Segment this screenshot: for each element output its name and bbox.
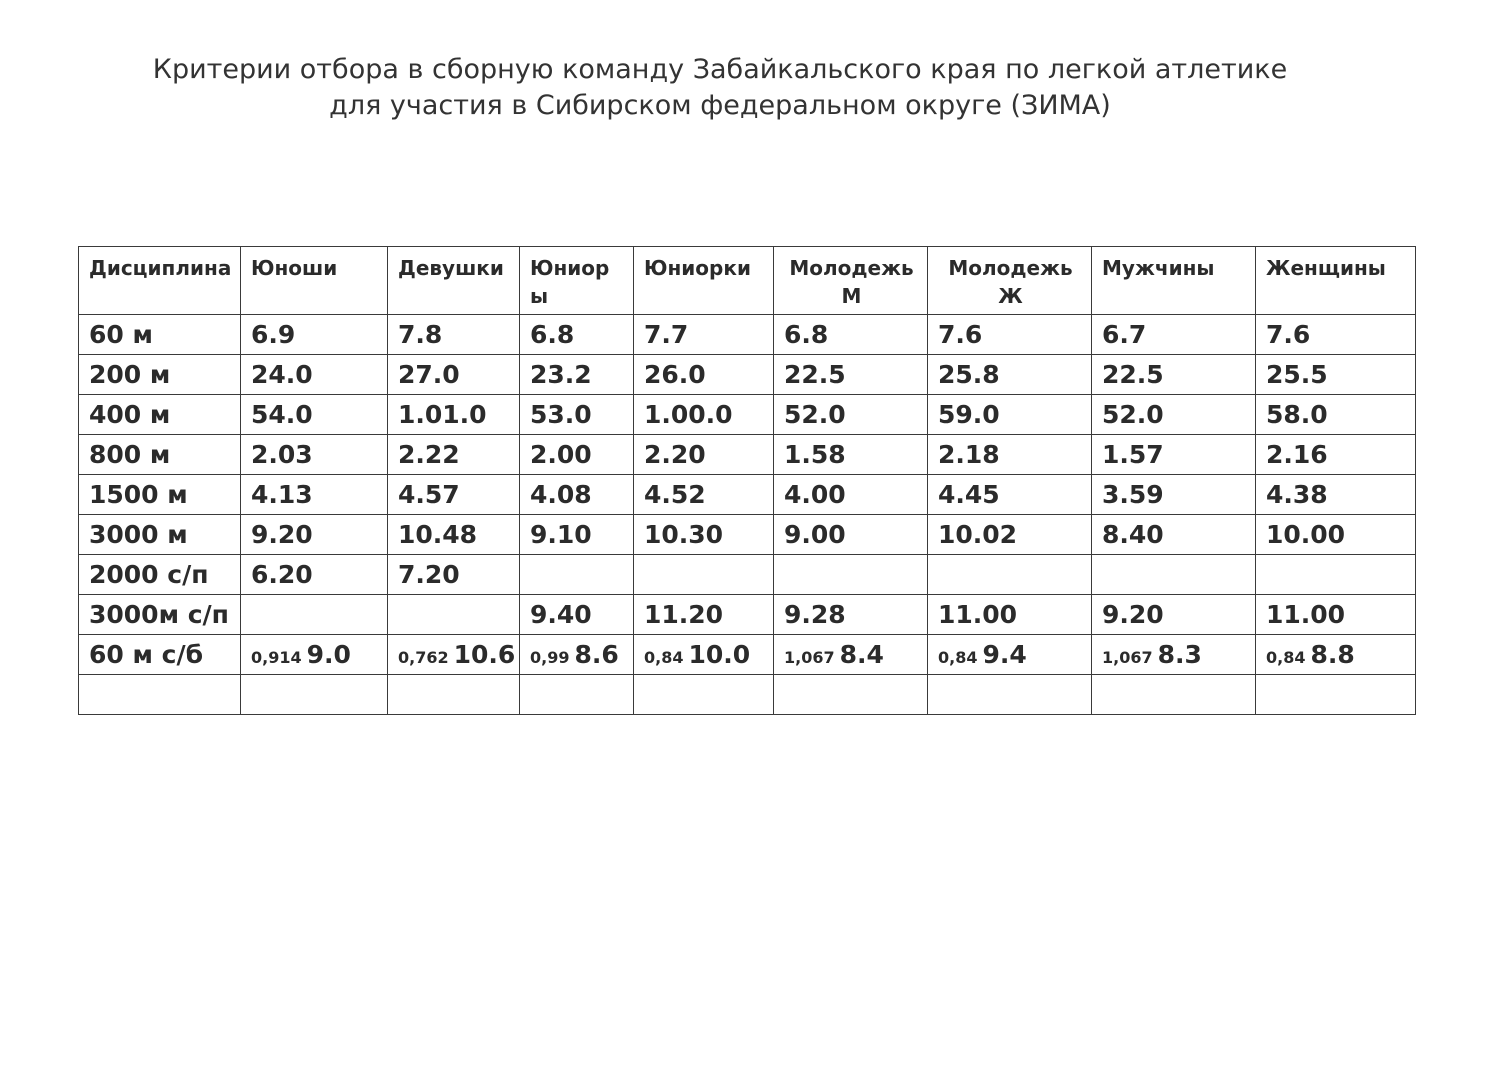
- hurdles-time: 9.4: [982, 640, 1027, 669]
- table-row: [79, 475, 1416, 515]
- empty-cell: [241, 675, 388, 715]
- header-cell: Мужчины: [1092, 247, 1256, 315]
- header-cell: Молодежь Ж: [928, 247, 1092, 315]
- value-cell: 2.16: [1256, 435, 1416, 475]
- discipline-cell: 200 м: [79, 355, 241, 395]
- hurdles-time: 8.6: [574, 640, 619, 669]
- value-cell: 7.20: [388, 555, 520, 595]
- value-cell: 11.20: [634, 595, 774, 635]
- value-cell: 54.0: [241, 395, 388, 435]
- value-cell: 11.00: [928, 595, 1092, 635]
- value-cell: 59.0: [928, 395, 1092, 435]
- discipline-cell: 60 м: [79, 315, 241, 355]
- empty-cell: [634, 675, 774, 715]
- hurdles-value-cell: [928, 635, 1092, 675]
- value-cell: 9.10: [520, 515, 634, 555]
- hurdles-time: 9.0: [306, 640, 351, 669]
- header-row: [79, 247, 1416, 315]
- table-row: [79, 515, 1416, 555]
- discipline-cell: 3000 м: [79, 515, 241, 555]
- value-cell: 10.30: [634, 515, 774, 555]
- discipline-cell: 800 м: [79, 435, 241, 475]
- hurdles-value-cell: [1092, 635, 1256, 675]
- value-cell: [1256, 555, 1416, 595]
- hurdle-height: 0,99: [530, 648, 570, 667]
- value-cell: 22.5: [1092, 355, 1256, 395]
- header-cell: Юноши: [241, 247, 388, 315]
- empty-cell: [1092, 675, 1256, 715]
- value-cell: [928, 555, 1092, 595]
- hurdles-value-cell: [1256, 635, 1416, 675]
- empty-cell: [388, 675, 520, 715]
- table-body: [79, 247, 1416, 715]
- header-cell: Женщины: [1256, 247, 1416, 315]
- hurdle-height: 0,84: [644, 648, 684, 667]
- value-cell: 27.0: [388, 355, 520, 395]
- hurdle-height: 0,914: [251, 648, 302, 667]
- discipline-cell: 1500 м: [79, 475, 241, 515]
- value-cell: 52.0: [1092, 395, 1256, 435]
- value-cell: 53.0: [520, 395, 634, 435]
- table-row: [79, 315, 1416, 355]
- value-cell: 11.00: [1256, 595, 1416, 635]
- value-cell: 24.0: [241, 355, 388, 395]
- value-cell: [241, 595, 388, 635]
- header-cell: Юниорки: [634, 247, 774, 315]
- hurdles-value-cell: [388, 635, 520, 675]
- value-cell: 7.6: [928, 315, 1092, 355]
- value-cell: 52.0: [774, 395, 928, 435]
- discipline-cell: 2000 с/п: [79, 555, 241, 595]
- value-cell: 4.52: [634, 475, 774, 515]
- hurdles-time: 8.3: [1157, 640, 1202, 669]
- table-row: [79, 355, 1416, 395]
- value-cell: 7.8: [388, 315, 520, 355]
- value-cell: 10.02: [928, 515, 1092, 555]
- title-line-2: для участия в Сибирском федеральном округе (ЗИМА): [329, 90, 1111, 121]
- value-cell: 1.01.0: [388, 395, 520, 435]
- hurdle-height: 0,84: [1266, 648, 1306, 667]
- value-cell: 4.45: [928, 475, 1092, 515]
- value-cell: 4.13: [241, 475, 388, 515]
- discipline-cell: 400 м: [79, 395, 241, 435]
- discipline-cell: 3000м с/п: [79, 595, 241, 635]
- table-row: [79, 435, 1416, 475]
- hurdles-time: 8.8: [1310, 640, 1355, 669]
- hurdles-time: 10.6: [453, 640, 516, 669]
- value-cell: 9.20: [1092, 595, 1256, 635]
- value-cell: 6.9: [241, 315, 388, 355]
- header-cell: Молодежь М: [774, 247, 928, 315]
- hurdle-height: 0,84: [938, 648, 978, 667]
- empty-cell: [520, 675, 634, 715]
- value-cell: 9.40: [520, 595, 634, 635]
- value-cell: 6.20: [241, 555, 388, 595]
- empty-cell: [928, 675, 1092, 715]
- value-cell: 26.0: [634, 355, 774, 395]
- header-cell: Дисциплина: [79, 247, 241, 315]
- value-cell: 7.6: [1256, 315, 1416, 355]
- hurdles-row: [79, 635, 1416, 675]
- value-cell: 2.00: [520, 435, 634, 475]
- value-cell: 22.5: [774, 355, 928, 395]
- hurdles-value-cell: [241, 635, 388, 675]
- hurdles-value-cell: [520, 635, 634, 675]
- value-cell: 23.2: [520, 355, 634, 395]
- value-cell: 58.0: [1256, 395, 1416, 435]
- value-cell: 8.40: [1092, 515, 1256, 555]
- value-cell: 2.20: [634, 435, 774, 475]
- value-cell: 9.20: [241, 515, 388, 555]
- value-cell: 7.7: [634, 315, 774, 355]
- criteria-table: [78, 246, 1416, 715]
- header-cell: Девушки: [388, 247, 520, 315]
- value-cell: 2.22: [388, 435, 520, 475]
- value-cell: 6.7: [1092, 315, 1256, 355]
- value-cell: 10.00: [1256, 515, 1416, 555]
- value-cell: 4.08: [520, 475, 634, 515]
- value-cell: [1092, 555, 1256, 595]
- value-cell: 25.5: [1256, 355, 1416, 395]
- value-cell: 1.00.0: [634, 395, 774, 435]
- hurdles-time: 10.0: [688, 640, 751, 669]
- value-cell: 6.8: [520, 315, 634, 355]
- value-cell: [388, 595, 520, 635]
- header-cell: Юниор ы: [520, 247, 634, 315]
- value-cell: 2.03: [241, 435, 388, 475]
- table-row: [79, 595, 1416, 635]
- empty-cell: [774, 675, 928, 715]
- hurdle-height: 1,067: [1102, 648, 1153, 667]
- empty-row: [79, 675, 1416, 715]
- hurdles-value-cell: [634, 635, 774, 675]
- value-cell: 1.57: [1092, 435, 1256, 475]
- value-cell: 2.18: [928, 435, 1092, 475]
- empty-cell: [79, 675, 241, 715]
- value-cell: 9.00: [774, 515, 928, 555]
- table-row: [79, 395, 1416, 435]
- value-cell: 10.48: [388, 515, 520, 555]
- hurdle-height: 1,067: [784, 648, 835, 667]
- value-cell: [774, 555, 928, 595]
- value-cell: 4.38: [1256, 475, 1416, 515]
- value-cell: [634, 555, 774, 595]
- hurdles-value-cell: [774, 635, 928, 675]
- empty-cell: [1256, 675, 1416, 715]
- value-cell: 4.00: [774, 475, 928, 515]
- table-row: [79, 555, 1416, 595]
- value-cell: 3.59: [1092, 475, 1256, 515]
- value-cell: 1.58: [774, 435, 928, 475]
- title-line-1: Критерии отбора в сборную команду Забайкальского края по легкой атлетике: [152, 54, 1288, 85]
- hurdle-height: 0,762: [398, 648, 449, 667]
- discipline-cell: 60 м с/б: [79, 635, 241, 675]
- value-cell: 9.28: [774, 595, 928, 635]
- value-cell: 4.57: [388, 475, 520, 515]
- value-cell: 6.8: [774, 315, 928, 355]
- value-cell: [520, 555, 634, 595]
- document-title: [0, 52, 1440, 124]
- hurdles-time: 8.4: [839, 640, 884, 669]
- value-cell: 25.8: [928, 355, 1092, 395]
